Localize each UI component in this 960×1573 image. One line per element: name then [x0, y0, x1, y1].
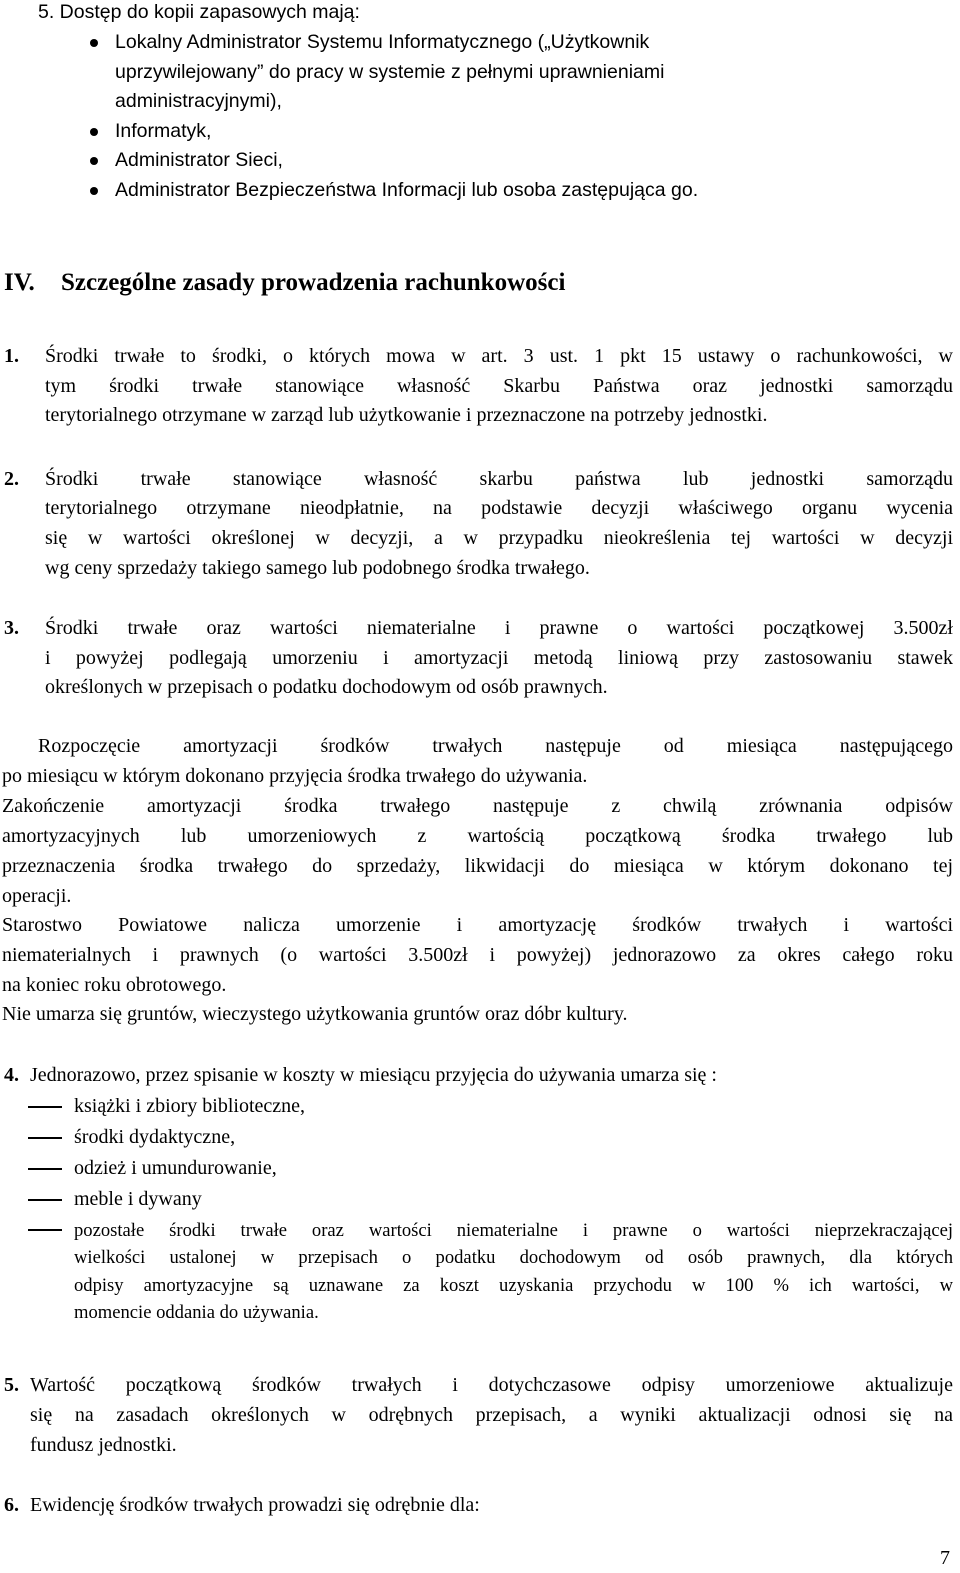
page-number: 7: [940, 1547, 950, 1569]
paragraph-line: amortyzacyjnych lub umorzeniowych z wartością początkową środka trwałego lub: [2, 825, 953, 847]
chapter-title: Szczególne zasady prowadzenia rachunkowości: [61, 269, 566, 296]
point-3-line: Środki trwałe oraz wartości niematerialne i prawne o wartości początkowej 3.500zł: [45, 617, 953, 639]
paragraph-line: Nie umarza się gruntów, wieczystego użytkowania gruntów oraz dóbr kultury.: [2, 1003, 628, 1025]
point-2-line: terytorialnego otrzymane nieodpłatnie, na podstawie decyzji właściwego organu wycenia: [45, 497, 953, 519]
point-5-line: fundusz jednostki.: [30, 1434, 177, 1456]
point-2-line: Środki trwałe stanowiące własność skarbu państwa lub jednostki samorządu: [45, 468, 953, 490]
point-3-number: 3.: [4, 617, 19, 639]
list-item: Informatyk,: [115, 120, 212, 142]
paragraph-line: przeznaczenia środka trwałego do sprzedaży, likwidacji do miesiąca w którym dokonano tej: [2, 855, 953, 877]
point-2-line: się w wartości określonej w decyzji, a w przypadku nieokreślenia tej wartości w decyzji: [45, 527, 953, 549]
paragraph-line: po miesiącu w którym dokonano przyjęcia środka trwałego do używania.: [2, 765, 588, 787]
list-item: meble i dywany: [74, 1188, 202, 1210]
paragraph-line: operacji.: [2, 885, 72, 907]
list-item: środki dydaktyczne,: [74, 1126, 236, 1148]
point-5-line: Wartość początkową środków trwałych i dotychczasowe odpisy umorzeniowe aktualizuje: [30, 1374, 953, 1396]
list-item: odzież i umundurowanie,: [74, 1157, 277, 1179]
list-item: książki i zbiory biblioteczne,: [74, 1095, 306, 1117]
list-item: Lokalny Administrator Systemu Informatycznego („Użytkownik: [115, 31, 650, 53]
paragraph-line: Starostwo Powiatowe nalicza umorzenie i amortyzację środków trwałych i wartości: [2, 914, 953, 936]
point-5-line: się na zasadach określonych w odrębnych przepisach, a wyniki aktualizacji odnosi się na: [30, 1404, 953, 1426]
paragraph-line: niematerialnych i prawnych (o wartości 3.500zł i powyżej) jednorazowo za okres całego roku: [2, 944, 953, 966]
paragraph-line: Zakończenie amortyzacji środka trwałego następuje z chwilą zrównania odpisów: [2, 795, 953, 817]
point-2-line: wg ceny sprzedaży takiego samego lub podobnego środka trwałego.: [45, 557, 590, 579]
list-item-line: odpisy amortyzacyjne są uznawane za koszt uzyskania przychodu w 100 % ich wartości, w: [74, 1275, 953, 1296]
list-item: Administrator Sieci,: [115, 149, 283, 171]
paragraph-line: na koniec roku obrotowego.: [2, 974, 227, 996]
bullet-icon: [90, 187, 98, 195]
point-4-text: Jednorazowo, przez spisanie w koszty w miesiącu przyjęcia do używania umarza się :: [30, 1064, 717, 1086]
list-item-continuation: administracyjnymi),: [115, 90, 282, 112]
point-1-line: Środki trwałe to środki, o których mowa w art. 3 ust. 1 pkt 15 ustawy o rachunkowości, w: [45, 345, 953, 367]
list-item: Administrator Bezpieczeństwa Informacji lub osoba zastępująca go.: [115, 179, 699, 201]
list-item-continuation: uprzywilejowany” do pracy w systemie z pełnymi uprawnieniami: [115, 61, 665, 83]
section-5-heading: 5. Dostęp do kopii zapasowych mają:: [38, 1, 360, 23]
bullet-icon: [90, 39, 98, 47]
list-item-line: momencie oddania do używania.: [74, 1302, 319, 1323]
point-6-number: 6.: [4, 1494, 19, 1516]
point-2-number: 2.: [4, 468, 19, 490]
point-1-number: 1.: [4, 345, 19, 367]
list-item-line: wielkości ustalonej w przepisach o podatku dochodowym od osób prawnych, dla których: [74, 1247, 953, 1268]
point-3-line: określonych w przepisach o podatku dochodowym od osób prawnych.: [45, 676, 608, 698]
dash-icon: [28, 1137, 62, 1139]
bullet-icon: [90, 157, 98, 165]
dash-icon: [28, 1199, 62, 1201]
point-1-line: tym środki trwałe stanowiące własność Skarbu Państwa oraz jednostki samorządu: [45, 375, 953, 397]
dash-icon: [28, 1229, 62, 1231]
point-5-number: 5.: [4, 1374, 19, 1396]
paragraph-line: Rozpoczęcie amortyzacji środków trwałych następuje od miesiąca następującego: [38, 735, 953, 757]
point-1-line: terytorialnego otrzymane w zarząd lub użytkowanie i przeznaczone na potrzeby jednostki.: [45, 404, 768, 426]
dash-icon: [28, 1168, 62, 1170]
point-4-number: 4.: [4, 1064, 19, 1086]
bullet-icon: [90, 128, 98, 136]
chapter-number: IV.: [4, 269, 35, 296]
point-3-line: i powyżej podlegają umorzeniu i amortyzacji metodą liniową przy zastosowaniu stawek: [45, 647, 953, 669]
list-item-line: pozostałe środki trwałe oraz wartości niematerialne i prawne o wartości nieprzekraczającej: [74, 1220, 953, 1241]
point-6-text: Ewidencję środków trwałych prowadzi się odrębnie dla:: [30, 1494, 480, 1516]
dash-icon: [28, 1106, 62, 1108]
